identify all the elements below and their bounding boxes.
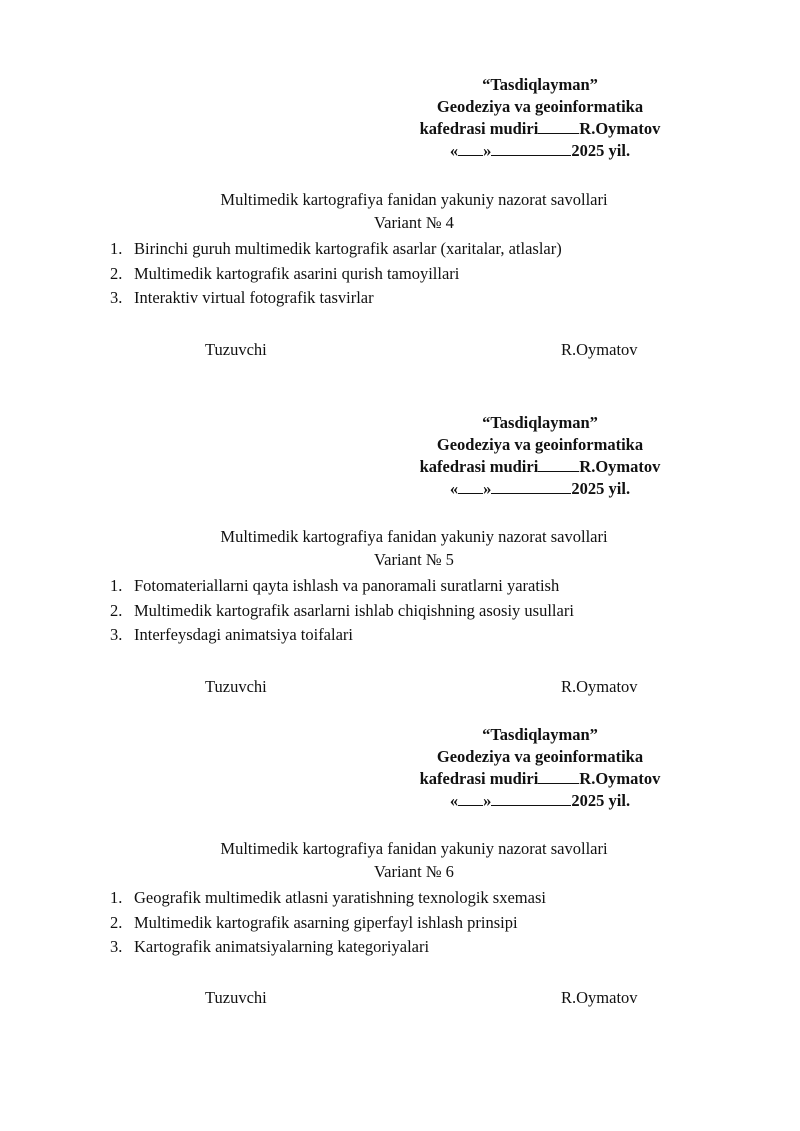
compiler-name: R.Oymatov	[561, 677, 638, 696]
compiler-label: Tuzuvchi	[205, 988, 267, 1007]
approval-stamp	[380, 412, 700, 500]
year-text: 2025 yil.	[571, 141, 631, 160]
department-name: Geodeziya va geoinformatika	[436, 747, 644, 766]
date-line: « » 2025 yil.	[449, 479, 631, 498]
variant-label: Variant № 6	[374, 862, 454, 881]
question-item: 2. Multimedik kartografik asarlarni ishlab chiqishning asosiy usullari	[110, 600, 574, 620]
signature-blank	[538, 768, 579, 784]
question-item: 1. Birinchi guruh multimedik kartografik asarlar (xaritalar, atlaslar)	[110, 239, 562, 258]
month-blank	[491, 140, 571, 156]
head-signature-line	[380, 118, 700, 140]
variant-label: Variant № 5	[374, 550, 454, 569]
question-item: 3. Interaktiv virtual fotografik tasvirlar	[110, 288, 374, 307]
department-name: Geodeziya va geoinformatika	[436, 435, 644, 454]
approval-title: “Tasdiqlayman”	[482, 413, 598, 432]
question-item: 2. Multimedik kartografik asarini qurish tamoyillari	[110, 263, 460, 283]
head-title: kafedrasi mudiri	[419, 769, 539, 788]
year-text: 2025 yil.	[571, 479, 631, 498]
head-name: R.Oymatov	[579, 769, 661, 788]
head-title: kafedrasi mudiri	[419, 457, 539, 476]
head-title: kafedrasi mudiri	[419, 119, 539, 138]
compiler-name: R.Oymatov	[561, 988, 638, 1007]
question-item: 2. Multimedik kartografik asarning giperfayl ishlash prinsipi	[110, 912, 518, 932]
question-item: 1. Geografik multimedik atlasni yaratishning texnologik sxemasi	[110, 888, 546, 907]
year-text: 2025 yil.	[571, 791, 631, 810]
head-signature-line	[380, 456, 700, 478]
head-signature-line	[380, 768, 700, 790]
exam-heading	[0, 525, 800, 571]
day-blank	[458, 140, 483, 156]
question-list	[108, 886, 748, 960]
approval-stamp	[380, 74, 700, 162]
month-blank	[491, 478, 571, 494]
day-blank	[458, 790, 483, 806]
subject-title: Multimedik kartografiya fanidan yakuniy nazorat savollari	[220, 839, 608, 858]
head-name: R.Oymatov	[579, 457, 661, 476]
compiler-label: Tuzuvchi	[205, 340, 267, 359]
compiler-name: R.Oymatov	[561, 340, 638, 359]
question-item: 3. Interfeysdagi animatsiya toifalari	[110, 625, 353, 644]
subject-title: Multimedik kartografiya fanidan yakuniy nazorat savollari	[220, 190, 608, 209]
signature-blank	[538, 456, 579, 472]
question-list	[108, 237, 748, 311]
exam-heading	[0, 188, 800, 234]
date-line: « » 2025 yil.	[449, 791, 631, 810]
signature-blank	[538, 118, 579, 134]
approval-title: “Tasdiqlayman”	[482, 75, 598, 94]
approval-stamp	[380, 724, 700, 812]
exam-heading	[0, 837, 800, 883]
date-line: « » 2025 yil.	[449, 141, 631, 160]
department-name: Geodeziya va geoinformatika	[436, 97, 644, 116]
question-item: 3. Kartografik animatsiyalarning kategoriyalari	[110, 937, 430, 956]
variant-label: Variant № 4	[374, 213, 454, 232]
month-blank	[491, 790, 571, 806]
compiler-label: Tuzuvchi	[205, 677, 267, 696]
subject-title: Multimedik kartografiya fanidan yakuniy nazorat savollari	[220, 527, 608, 546]
day-blank	[458, 478, 483, 494]
approval-title: “Tasdiqlayman”	[482, 725, 598, 744]
head-name: R.Oymatov	[579, 119, 661, 138]
question-list	[108, 574, 748, 648]
question-item: 1. Fotomateriallarni qayta ishlash va panoramali suratlarni yaratish	[110, 576, 560, 595]
